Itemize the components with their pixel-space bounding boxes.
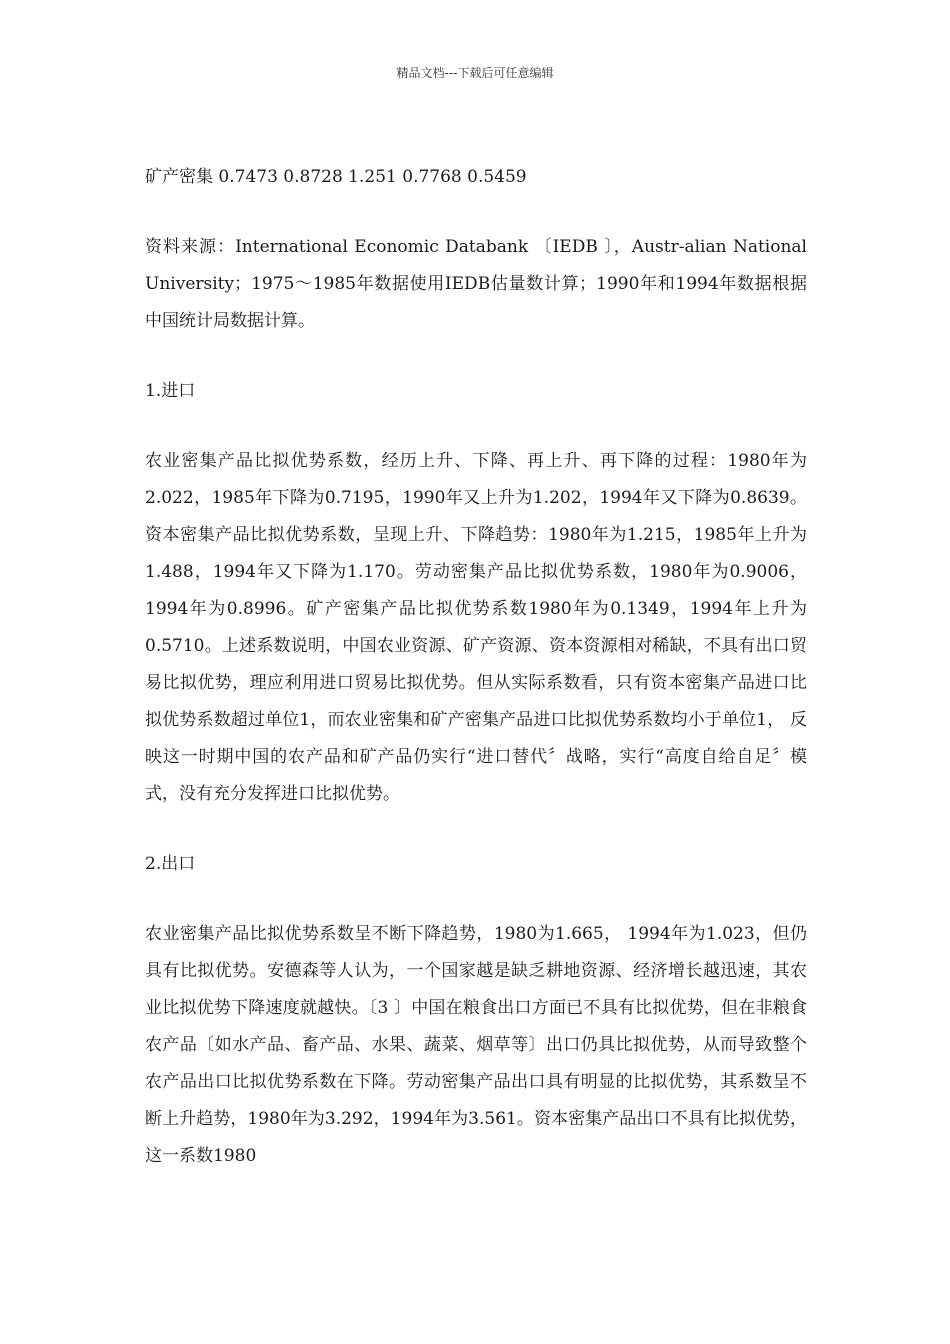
export-paragraph: 农业密集产品比拟优势系数呈不断下降趋势，1980为1.665， 1994年为1.023，但仍具有比拟优势。安德森等人认为，一个国家越是缺乏耕地资源、经济增长越迅速，其农业比拟优势下降速度就越快。〔3 〕中国在粮食出口方面已不具有比拟优势，但在非粮食农产品〔如水产品、畜产品、水果、蔬菜、烟草等〕出口仍具比拟优势，从而导致整个农产品出口比拟优势系数在下降。劳动密集产品出口具有明显的比拟优势，其系数呈不断上升趋势，1980年为3.292，1994年为3.561。资本密集产品出口不具有比拟优势，这一系数1980 [145, 924, 807, 1166]
section-heading-import: 1.进口 [145, 381, 196, 401]
import-paragraph: 农业密集产品比拟优势系数，经历上升、下降、再上升、再下降的过程：1980年为2.022，1985年下降为0.7195，1990年又上升为1.202，1994年又下降为0.8639。资本密集产品比拟优势系数，呈现上升、下降趋势：1980年为1.215，1985年上升为1.488，1994年又下降为1.170。劳动密集产品比拟优势系数，1980年为0.9006，1994年为0.8996。矿产密集产品比拟优势系数1980年为0.1349，1994年上升为0.5710。上述系数说明，中国农业资源、矿产资源、资本资源相对稀缺，不具有出口贸易比拟优势，理应利用进口贸易比拟优势。但从实际系数看，只有资本密集产品进口比拟优势系数超过单位1，而农业密集和矿产密集产品进口比拟优势系数均小于单位1， 反映这一时期中国的农产品和矿产品仍实行“进口替代〞战略，实行“高度自给自足〞模式，没有充分发挥进口比拟优势。 [145, 451, 807, 804]
page-header: 精品文档---下载后可任意编辑 [396, 66, 554, 80]
document-body [145, 159, 807, 1208]
table-row-mineral-intensive: 矿产密集 0.7473 0.8728 1.251 0.7768 0.5459 [145, 167, 527, 187]
data-source-note: 资料来源：International Economic Databank 〔IEDB 〕，Austr-alian National University；1975～1985年数据使用IEDB估量数计算；1990年和1994年数据根据中国统计局数据计算。 [145, 237, 807, 331]
section-heading-export: 2.出口 [145, 854, 196, 874]
